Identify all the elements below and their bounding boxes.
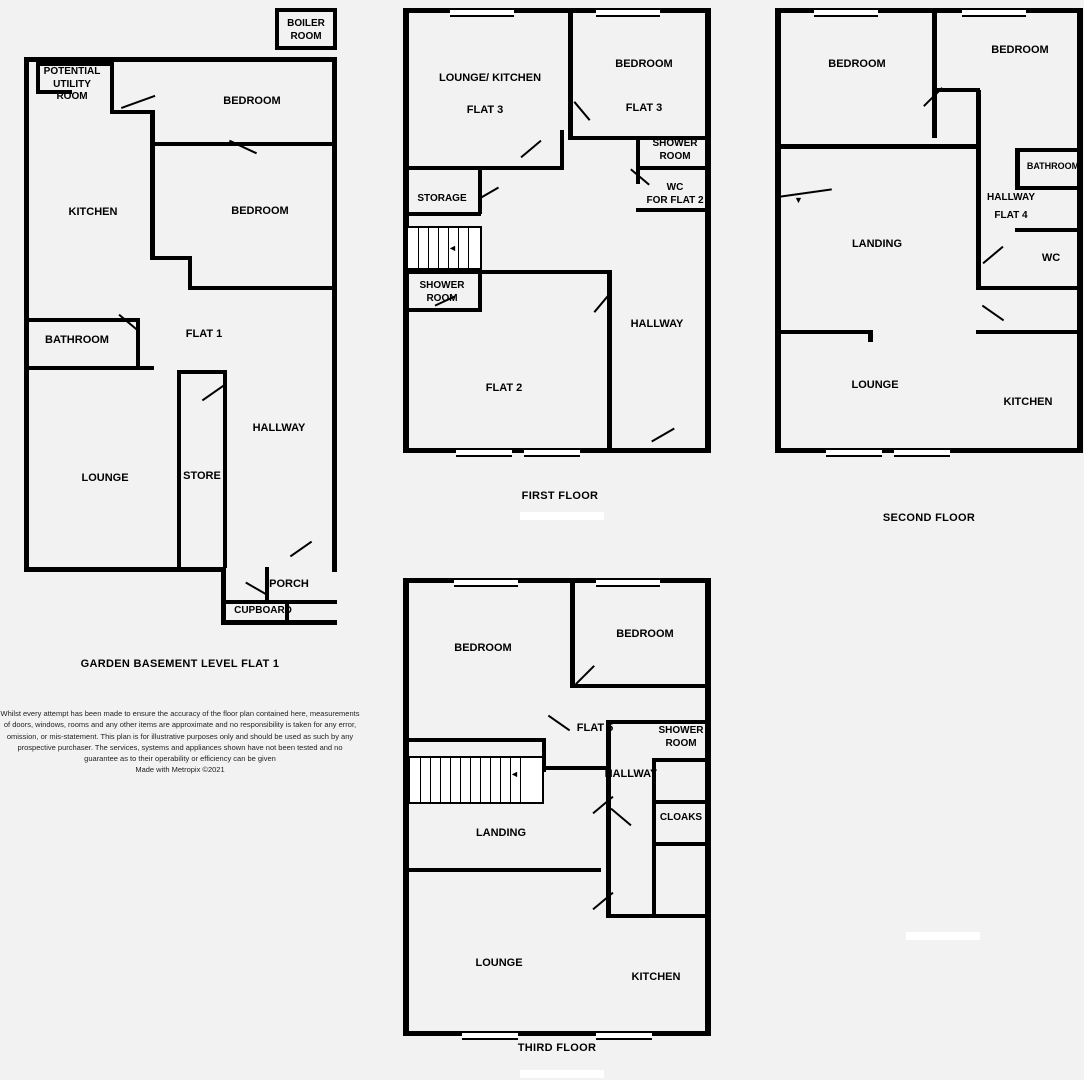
artifact-smudge-right	[906, 932, 980, 940]
wall	[177, 370, 181, 568]
wall	[332, 57, 337, 572]
room-label-kitchen: KITCHEN	[68, 206, 118, 218]
room-label-hallway: HALLWAY	[252, 422, 306, 434]
wall	[24, 366, 154, 370]
door-swing	[610, 808, 631, 826]
room-label-wc-second: WC	[1041, 252, 1061, 264]
wall	[223, 370, 227, 568]
wall	[275, 8, 337, 12]
floor-plan-first	[400, 0, 720, 520]
staircase	[406, 226, 482, 270]
room-label-hallway-second: HALLWAY	[987, 192, 1035, 203]
wall	[403, 270, 481, 274]
staircase	[408, 756, 544, 804]
wall	[652, 800, 711, 804]
wall	[177, 370, 227, 374]
room-label-lounge-third: LOUNGE	[475, 957, 523, 969]
room-label-shower-room-third: SHOWER ROOM	[658, 725, 704, 749]
wall	[221, 620, 337, 625]
wall	[1015, 148, 1083, 152]
room-label-storage: STORAGE	[417, 193, 467, 204]
wall	[976, 90, 981, 290]
room-label-bathroom: BATHROOM	[45, 334, 109, 346]
door-swing	[202, 385, 224, 402]
wall	[652, 758, 711, 762]
wall	[775, 330, 871, 334]
room-label-flat-3-b: FLAT 3	[625, 102, 663, 114]
wall	[868, 330, 873, 342]
room-label-cupboard: CUPBOARD	[234, 605, 292, 616]
room-label-flat-4: FLAT 4	[994, 210, 1028, 221]
wall	[188, 286, 337, 290]
room-label-lounge-kitchen: LOUNGE/ KITCHEN	[438, 72, 542, 84]
wall	[560, 130, 564, 170]
wall	[636, 208, 711, 212]
wall	[652, 758, 656, 918]
wall	[932, 8, 937, 138]
wall	[568, 8, 573, 138]
wall	[775, 144, 980, 149]
door-swing	[109, 61, 156, 109]
artifact-smudge	[520, 512, 604, 520]
window	[814, 8, 878, 17]
wall	[150, 256, 192, 260]
wall	[775, 8, 781, 453]
wall	[606, 914, 711, 918]
room-label-shower-room-a: SHOWER ROOM	[652, 138, 698, 162]
stair-direction-arrow: ◄	[510, 769, 519, 779]
window	[596, 8, 660, 17]
wall	[136, 318, 140, 370]
wall	[403, 578, 711, 583]
room-label-hallway-first: HALLWAY	[630, 318, 684, 330]
room-label-bedroom-third-left-txt: BEDROOM	[454, 642, 512, 654]
wall	[403, 212, 481, 216]
wall	[275, 46, 337, 50]
stair-direction-arrow: ◄	[448, 243, 457, 253]
room-label-kitchen-second: KITCHEN	[1003, 396, 1053, 408]
room-label-boiler-room: BOILER ROOM	[287, 18, 325, 42]
room-label-potential-utility-room: POTENTIAL UTILITY ROOM	[43, 66, 101, 102]
wall	[976, 286, 1016, 290]
wall	[403, 738, 545, 742]
room-label-landing-third: LANDING	[475, 827, 527, 839]
wall	[275, 8, 279, 50]
room-label-bathroom-second: BATHROOM	[1026, 161, 1080, 171]
door-swing	[520, 140, 541, 158]
wall	[24, 366, 29, 572]
window	[596, 578, 660, 587]
floor-title-third: THIRD FLOOR	[517, 1042, 597, 1054]
room-label-bedroom-lower: BEDROOM	[231, 205, 289, 217]
wall	[24, 57, 29, 370]
wall	[1015, 286, 1083, 290]
room-label-lounge: LOUNGE	[81, 472, 129, 484]
door-swing	[290, 541, 312, 558]
wall	[403, 868, 601, 872]
wall	[403, 166, 563, 170]
window	[524, 448, 580, 457]
floor-plan-third	[400, 570, 720, 1070]
room-label-flat-1: FLAT 1	[185, 328, 223, 340]
wall	[150, 110, 155, 260]
wall	[1015, 228, 1083, 232]
wall	[481, 270, 611, 274]
room-label-lounge-second: LOUNGE	[851, 379, 899, 391]
room-label-porch: PORCH	[269, 578, 309, 590]
door-swing	[651, 428, 675, 443]
window	[962, 8, 1026, 17]
wall	[478, 168, 482, 214]
window	[454, 578, 518, 587]
made-with-metropix: Made with Metropix ©2021	[135, 765, 225, 775]
wall	[188, 256, 192, 290]
window	[450, 8, 514, 17]
wall	[976, 330, 1083, 334]
room-label-bedroom-second-left: BEDROOM	[828, 58, 886, 70]
door-swing	[575, 665, 595, 685]
wall	[221, 567, 226, 625]
disclaimer-text	[0, 708, 360, 776]
wall	[705, 8, 711, 453]
room-label-flat-3-a: FLAT 3	[466, 104, 504, 116]
wall	[221, 600, 337, 604]
room-label-bedroom-first: BEDROOM	[615, 58, 673, 70]
loft-hatch-line	[780, 188, 832, 197]
window	[456, 448, 512, 457]
window	[826, 448, 882, 457]
wall	[705, 578, 711, 1036]
room-label-flat-5: FLAT 5	[576, 722, 614, 734]
room-label-store: STORE	[183, 470, 221, 482]
wall	[652, 842, 711, 846]
wall	[1015, 186, 1083, 190]
wall	[403, 1031, 711, 1036]
wall	[570, 578, 575, 688]
room-label-bedroom-second-right: BEDROOM	[991, 44, 1049, 56]
window	[462, 1031, 518, 1040]
wall	[24, 567, 224, 572]
room-label-flat-2: FLAT 2	[485, 382, 523, 394]
floor-plan-basement	[0, 0, 360, 670]
wall	[570, 684, 711, 688]
room-label-bedroom-upper: BEDROOM	[223, 95, 281, 107]
wall	[636, 166, 711, 170]
wall	[333, 8, 337, 50]
window	[596, 1031, 652, 1040]
room-label-kitchen-third: KITCHEN	[631, 971, 681, 983]
floor-title-basement: GARDEN BASEMENT LEVEL FLAT 1	[80, 658, 280, 670]
floor-title-second: SECOND FLOOR	[882, 512, 976, 524]
room-label-bedroom-third-right: BEDROOM	[616, 628, 674, 640]
room-label-landing-second: LANDING	[851, 238, 903, 250]
disclaimer-body: Whilst every attempt has been made to ensure the accuracy of the floor plan contained here, measurements of doors, windows, rooms and any other items are approximate and no responsibility is taken for any error, omission, or mis-statement. This plan is for illustrative purposes only and should be used as such by any prospective purchaser. The services, systems and appliances shown have not been tested and no guarantee as to their operability or efficiency can be given	[0, 709, 360, 763]
window	[894, 448, 950, 457]
floor-plan-second	[772, 0, 1084, 540]
artifact-smudge	[520, 1070, 604, 1078]
loft-direction-arrow: ▼	[794, 195, 803, 205]
floor-title-first: FIRST FLOOR	[521, 490, 599, 502]
room-label-wc-for-flat-2: WC FOR FLAT 2	[646, 182, 704, 206]
wall	[110, 110, 154, 114]
wall	[403, 308, 481, 312]
door-swing	[982, 305, 1004, 322]
wall	[478, 270, 482, 312]
room-label-hallway-third: HALLWAY	[604, 768, 658, 780]
door-swing	[982, 246, 1003, 264]
room-label-cloaks: CLOAKS	[659, 812, 703, 823]
wall	[606, 720, 611, 916]
room-label-shower-room-b: SHOWER ROOM	[419, 280, 465, 304]
